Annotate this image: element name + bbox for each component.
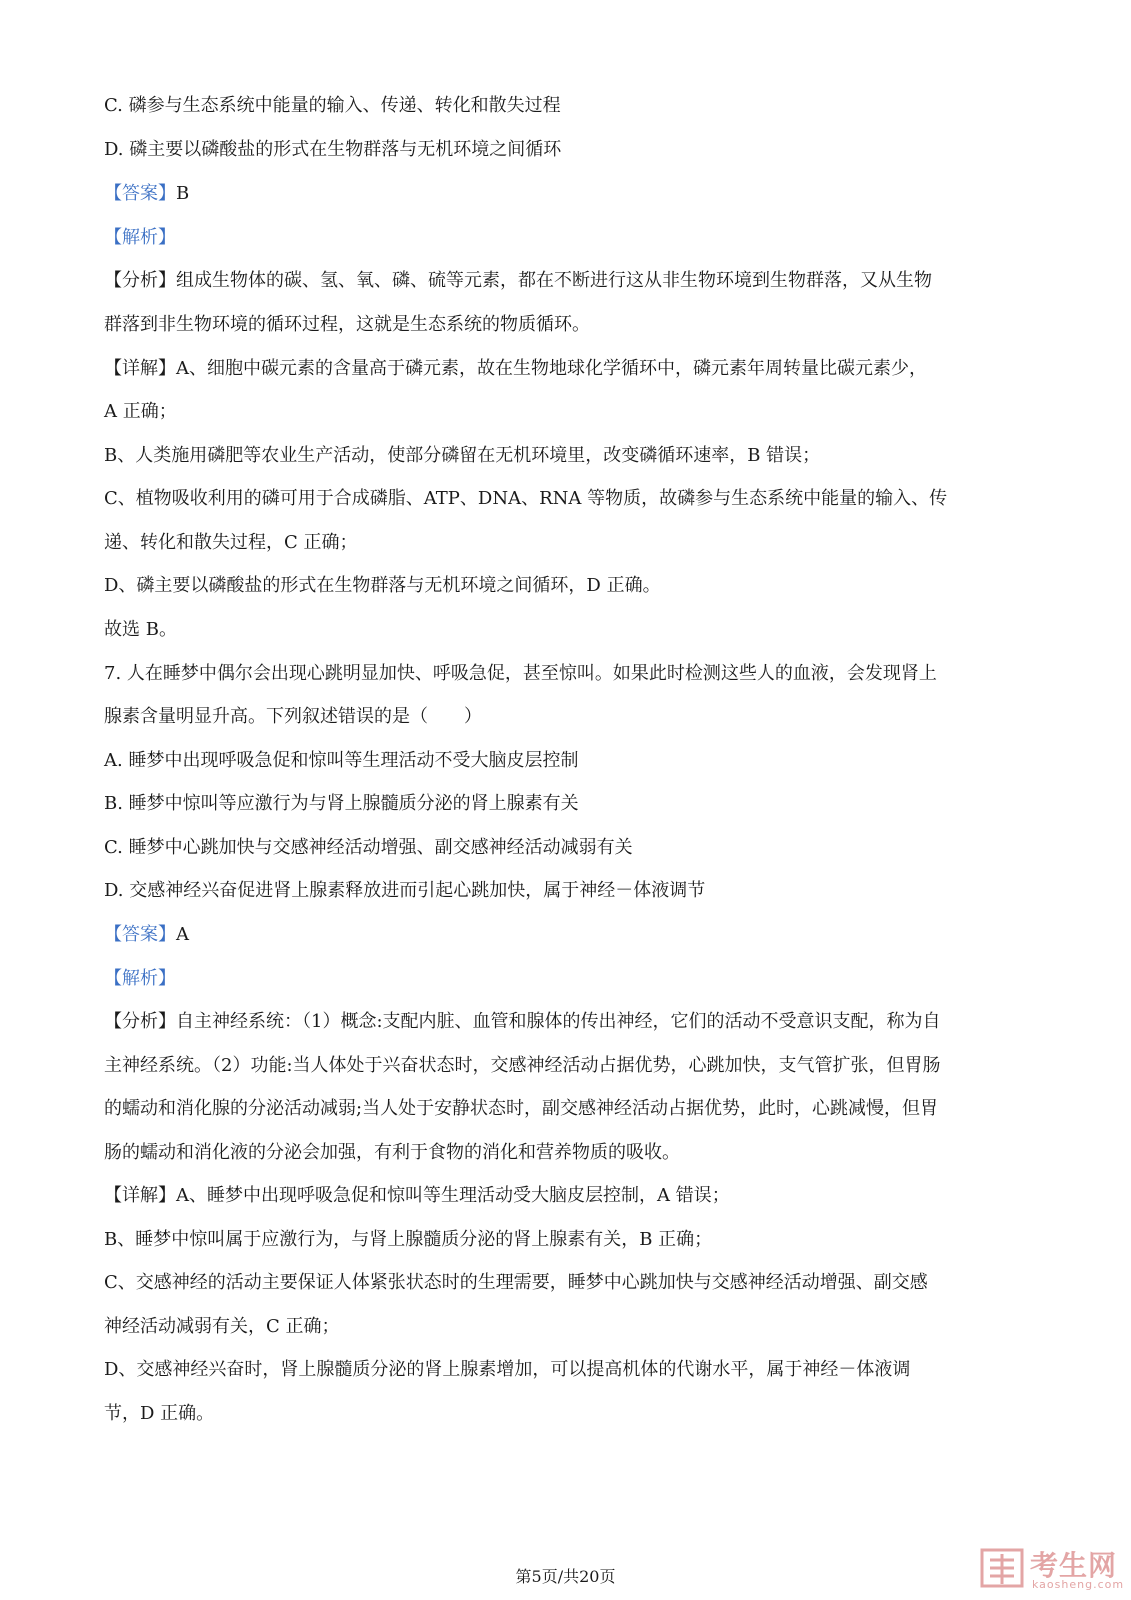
option-c-line: C. 睡梦中心跳加快与交感神经活动增强、副交感神经活动减弱有关 — [104, 837, 633, 858]
answer-value: A — [176, 924, 189, 945]
paragraph-line: 【分析】组成生物体的碳、氢、氧、磷、硫等元素，都在不断进行这从非生物环境到生物群落，又从生物 — [104, 270, 932, 291]
option-c-line: C. 磷参与生态系统中能量的输入、传递、转化和散失过程 — [104, 95, 561, 116]
option-d-line: D. 交感神经兴奋促进肾上腺素释放进而引起心跳加快，属于神经－体液调节 — [104, 880, 706, 901]
watermark — [980, 1540, 1125, 1596]
answer-label: 【答案】 — [104, 924, 176, 945]
paragraph-line: D、交感神经兴奋时，肾上腺髓质分泌的肾上腺素增加，可以提高机体的代谢水平，属于神经－体液调 — [104, 1359, 911, 1380]
page-number: 第5页/共20页 — [515, 1567, 616, 1586]
paragraph-line: 神经活动减弱有关，C 正确； — [104, 1316, 340, 1337]
question-stem-line: 7. 人在睡梦中偶尔会出现心跳明显加快、呼吸急促，甚至惊叫。如果此时检测这些人的血液，会发现肾上 — [104, 663, 937, 684]
option-a-line: A. 睡梦中出现呼吸急促和惊叫等生理活动不受大脑皮层控制 — [104, 750, 579, 771]
option-b-line: B. 睡梦中惊叫等应激行为与肾上腺髓质分泌的肾上腺素有关 — [104, 793, 579, 814]
analysis-label: 【解析】 — [104, 227, 176, 248]
watermark-text: 考生网 — [1030, 1549, 1118, 1582]
paragraph-line: 递、转化和散失过程，C 正确； — [104, 532, 358, 553]
watermark-url: kaosheng.com — [1032, 1578, 1125, 1591]
paragraph-line: C、交感神经的活动主要保证人体紧张状态时的生理需要，睡梦中心跳加快与交感神经活动增强、副交感 — [104, 1272, 928, 1293]
paragraph-line: 节，D 正确。 — [104, 1403, 215, 1424]
paragraph-line: 故选 B。 — [104, 619, 177, 640]
paragraph-line: D、磷主要以磷酸盐的形式在生物群落与无机环境之间循环，D 正确。 — [104, 575, 661, 596]
paragraph-line: 【详解】A、细胞中碳元素的含量高于磷元素，故在生物地球化学循环中，磷元素年周转量比碳元素少， — [104, 358, 927, 379]
logo-icon — [980, 1546, 1024, 1590]
paragraph-line: C、植物吸收利用的磷可用于合成磷脂、ATP、DNA、RNA 等物质，故磷参与生态系统中能量的输入、传 — [104, 488, 948, 509]
paragraph-line: 群落到非生物环境的循环过程，这就是生态系统的物质循环。 — [104, 314, 590, 335]
analysis-label: 【解析】 — [104, 968, 176, 989]
paragraph-line: 【详解】A、睡梦中出现呼吸急促和惊叫等生理活动受大脑皮层控制，A 错误； — [104, 1185, 730, 1206]
paragraph-line: 主神经系统。（2）功能:当人体处于兴奋状态时，交感神经活动占据优势，心跳加快，支气管扩张，但胃肠 — [104, 1055, 941, 1076]
answer-label: 【答案】 — [104, 183, 176, 204]
answer-line — [104, 181, 1044, 207]
paragraph-line: B、睡梦中惊叫属于应激行为，与肾上腺髓质分泌的肾上腺素有关，B 正确； — [104, 1229, 713, 1250]
answer-line — [104, 922, 1044, 948]
question-stem-line: 腺素含量明显升高。下列叙述错误的是（ ） — [104, 706, 482, 727]
paragraph-line: 【分析】自主神经系统：（1）概念:支配内脏、血管和腺体的传出神经，它们的活动不受意识支配，称为自 — [104, 1011, 941, 1032]
paragraph-line: A 正确； — [104, 401, 177, 422]
answer-value: B — [176, 183, 190, 204]
paragraph-line: B、人类施用磷肥等农业生产活动，使部分磷留在无机环境里，改变磷循环速率，B 错误； — [104, 445, 821, 466]
option-d-line: D. 磷主要以磷酸盐的形式在生物群落与无机环境之间循环 — [104, 139, 562, 160]
paragraph-line: 肠的蠕动和消化液的分泌会加强，有利于食物的消化和营养物质的吸收。 — [104, 1142, 680, 1163]
paragraph-line: 的蠕动和消化腺的分泌活动减弱;当人处于安静状态时，副交感神经活动占据优势，此时，心跳减慢，但胃 — [104, 1098, 939, 1119]
